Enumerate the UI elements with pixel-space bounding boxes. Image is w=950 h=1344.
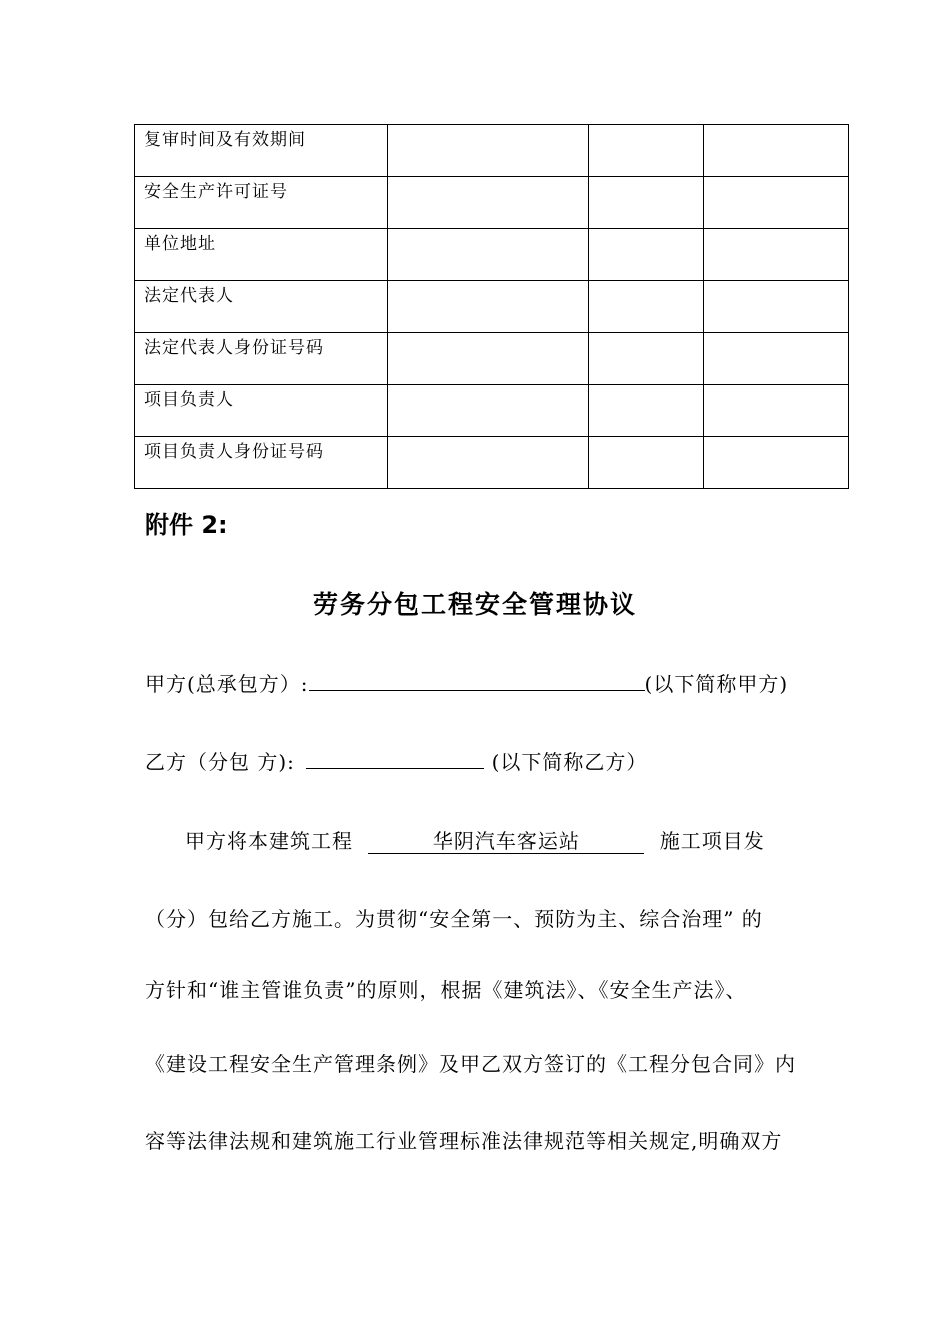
project-name-field[interactable]: 华阴汽车客运站 <box>368 829 644 854</box>
table-cell[interactable] <box>388 437 589 489</box>
attachment-label: 附件 2: <box>145 511 228 539</box>
paragraph-line-4: 《建设工程安全生产管理条例》及甲乙双方签订的《工程分包合同》内 <box>145 1052 796 1076</box>
table-cell[interactable] <box>704 281 849 333</box>
row-label: 复审时间及有效期间 <box>135 125 388 177</box>
table-cell[interactable] <box>388 177 589 229</box>
table-row <box>135 385 849 437</box>
party-b-suffix: (以下简称乙方） <box>491 750 648 774</box>
row-label: 法定代表人 <box>135 281 388 333</box>
paragraph-line-1 <box>185 825 765 854</box>
table-cell[interactable] <box>589 437 704 489</box>
para1-suffix: 施工项目发 <box>659 829 765 853</box>
row-label: 项目负责人身份证号码 <box>135 437 388 489</box>
table-row <box>135 333 849 385</box>
party-a-suffix: (以下简称甲方) <box>644 672 789 696</box>
table-row <box>135 229 849 281</box>
paragraph-line-3: 方针和“谁主管谁负责”的原则，根据《建筑法》、《安全生产法》、 <box>145 978 747 1002</box>
document-title: 劳务分包工程安全管理协议 <box>312 590 637 619</box>
table-cell[interactable] <box>589 229 704 281</box>
table-cell[interactable] <box>388 281 589 333</box>
table-cell[interactable] <box>704 385 849 437</box>
row-label: 项目负责人 <box>135 385 388 437</box>
table-cell[interactable] <box>704 229 849 281</box>
party-b-name-field[interactable] <box>306 746 484 769</box>
table-row <box>135 281 849 333</box>
table-cell[interactable] <box>589 333 704 385</box>
party-a-name-field[interactable] <box>309 668 645 691</box>
table-cell[interactable] <box>704 437 849 489</box>
row-label: 法定代表人身份证号码 <box>135 333 388 385</box>
table-cell[interactable] <box>704 125 849 177</box>
party-b-line <box>145 746 647 775</box>
table-cell[interactable] <box>589 281 704 333</box>
table-cell[interactable] <box>589 177 704 229</box>
paragraph-line-5: 容等法律法规和建筑施工行业管理标准法律规范等相关规定,明确双方 <box>145 1129 783 1153</box>
table-row <box>135 437 849 489</box>
table-cell[interactable] <box>589 125 704 177</box>
party-a-line <box>145 668 788 697</box>
party-a-label: 甲方(总承包方）: <box>145 672 309 696</box>
table-cell[interactable] <box>589 385 704 437</box>
table-cell[interactable] <box>704 333 849 385</box>
paragraph-line-2: （分）包给乙方施工。为贯彻“安全第一、预防为主、综合治理” 的 <box>145 907 763 931</box>
table-cell[interactable] <box>388 385 589 437</box>
row-label: 安全生产许可证号 <box>135 177 388 229</box>
para1-prefix: 甲方将本建筑工程 <box>185 829 353 853</box>
table-cell[interactable] <box>388 333 589 385</box>
table-row <box>135 125 849 177</box>
qualification-table <box>134 124 849 489</box>
row-label: 单位地址 <box>135 229 388 281</box>
party-b-label: 乙方（分包 方): <box>145 750 295 774</box>
table-row <box>135 177 849 229</box>
table-cell[interactable] <box>388 125 589 177</box>
table-cell[interactable] <box>388 229 589 281</box>
table-cell[interactable] <box>704 177 849 229</box>
